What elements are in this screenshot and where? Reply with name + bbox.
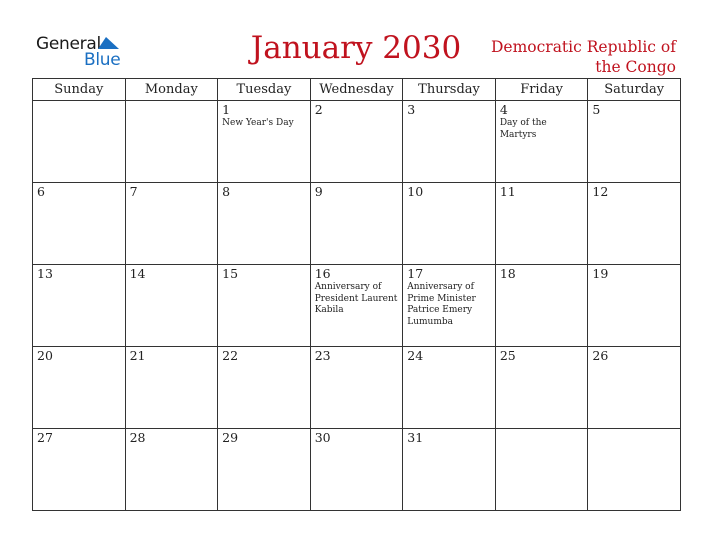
day-cell xyxy=(33,101,126,183)
day-number: 6 xyxy=(37,184,45,199)
logo-word-general: General xyxy=(36,34,101,54)
day-number: 12 xyxy=(592,184,609,199)
day-cell xyxy=(33,429,126,511)
day-number: 24 xyxy=(407,348,424,363)
day-cell xyxy=(495,429,588,511)
day-number: 11 xyxy=(499,184,516,199)
day-cell xyxy=(495,265,588,347)
week-row xyxy=(33,265,681,347)
day-number: 17 xyxy=(407,266,424,281)
day-cell xyxy=(33,265,126,347)
country-name: Democratic Republic of the Congo xyxy=(490,38,676,76)
generalblue-logo xyxy=(36,34,126,70)
day-cell xyxy=(588,265,681,347)
day-number: 13 xyxy=(37,266,53,281)
day-cell xyxy=(588,101,681,183)
day-cell xyxy=(125,347,218,429)
weekday-header: Friday xyxy=(495,79,588,101)
day-cell xyxy=(310,265,403,347)
day-cell xyxy=(495,183,588,265)
day-cell xyxy=(403,429,496,511)
day-cell xyxy=(310,347,403,429)
weekday-header-row xyxy=(33,79,681,101)
day-number: 20 xyxy=(37,348,53,363)
calendar-title: January 2030 xyxy=(250,30,462,66)
day-number: 22 xyxy=(222,348,239,363)
day-cell xyxy=(495,101,588,183)
day-cell xyxy=(403,183,496,265)
holiday-label: New Year's Day xyxy=(222,118,294,128)
day-cell xyxy=(588,183,681,265)
weekday-header: Saturday xyxy=(588,79,681,101)
day-number: 30 xyxy=(314,430,331,445)
day-number: 21 xyxy=(129,348,146,363)
weekday-header: Sunday xyxy=(33,79,126,101)
day-cell xyxy=(33,183,126,265)
day-number: 29 xyxy=(222,430,239,445)
day-cell xyxy=(125,429,218,511)
day-cell xyxy=(218,183,311,265)
day-number: 9 xyxy=(314,184,323,199)
day-number: 27 xyxy=(37,430,53,445)
day-number: 3 xyxy=(407,102,416,117)
day-number: 10 xyxy=(407,184,424,199)
day-number: 25 xyxy=(499,348,516,363)
logo-word-blue: Blue xyxy=(84,50,121,70)
week-row xyxy=(33,101,681,183)
day-cell xyxy=(310,183,403,265)
week-row xyxy=(33,429,681,511)
day-number: 2 xyxy=(314,102,323,117)
weekday-header: Monday xyxy=(125,79,218,101)
holiday-label: Anniversary of Prime Minister Patrice Emery Lumumba xyxy=(407,282,476,327)
week-row xyxy=(33,347,681,429)
day-cell xyxy=(218,347,311,429)
day-cell xyxy=(218,265,311,347)
week-row xyxy=(33,183,681,265)
day-number: 26 xyxy=(592,348,609,363)
day-number: 5 xyxy=(592,102,601,117)
holiday-label: Day of the Martyrs xyxy=(499,118,547,140)
day-cell xyxy=(403,101,496,183)
day-number: 4 xyxy=(499,102,508,117)
day-cell xyxy=(495,347,588,429)
calendar-grid xyxy=(32,78,681,511)
day-cell xyxy=(125,265,218,347)
weekday-header: Wednesday xyxy=(310,79,403,101)
day-cell xyxy=(310,101,403,183)
day-number: 7 xyxy=(129,184,138,199)
weekday-header: Thursday xyxy=(403,79,496,101)
day-cell xyxy=(218,429,311,511)
day-cell xyxy=(588,429,681,511)
logo-triangle-icon xyxy=(98,36,120,50)
day-cell xyxy=(33,347,126,429)
day-number: 18 xyxy=(499,266,516,281)
day-cell xyxy=(125,183,218,265)
day-number: 8 xyxy=(222,184,231,199)
day-cell xyxy=(310,429,403,511)
day-number: 16 xyxy=(314,266,331,281)
day-cell xyxy=(125,101,218,183)
day-number: 19 xyxy=(592,266,609,281)
day-number: 15 xyxy=(222,266,239,281)
holiday-label: Anniversary of President Laurent Kabila xyxy=(314,282,398,315)
day-number: 28 xyxy=(129,430,146,445)
weekday-header: Tuesday xyxy=(218,79,311,101)
day-number: 14 xyxy=(129,266,146,281)
day-number: 1 xyxy=(222,102,231,117)
day-cell xyxy=(403,265,496,347)
day-cell xyxy=(403,347,496,429)
day-cell xyxy=(588,347,681,429)
day-cell xyxy=(218,101,311,183)
day-number: 23 xyxy=(314,348,331,363)
day-number: 31 xyxy=(407,430,424,445)
